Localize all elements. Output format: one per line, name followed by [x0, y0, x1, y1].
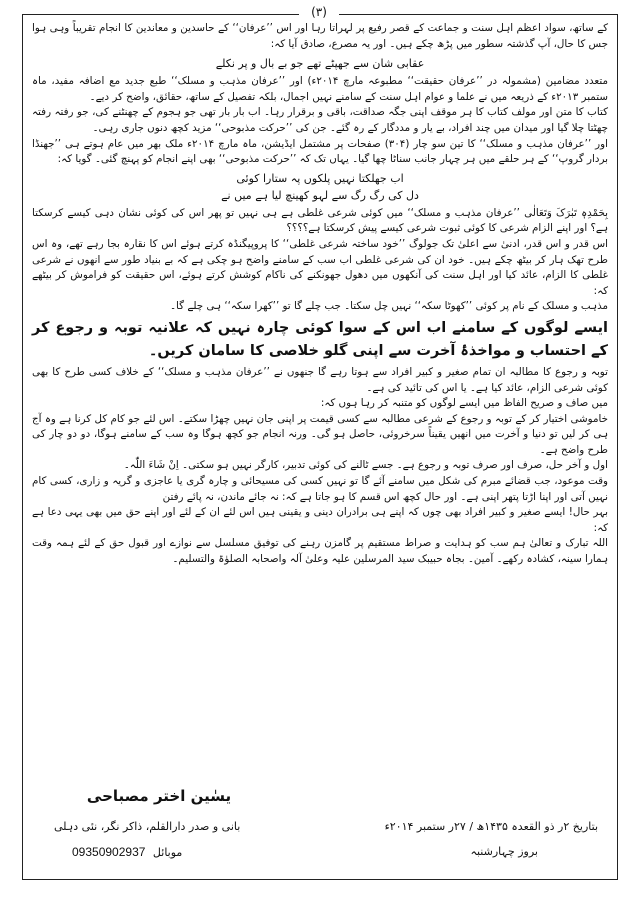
- day-line: بروز چہارشنبہ: [470, 845, 538, 858]
- paragraph: بِحَمْدِہٖ تَبٰرَکَ وَتَعَالٰی ’’عرفان مذہب و مسلک‘‘ میں کوئی شرعی غلطی ہے ہی نہیں تو پھر اس کی کوئی نشان دہی کیسے کرسکتا ہے؟ اور اپنے الزام شرعی کا کوئی ثبوت شرعی کیسے پیش کرسکتا ہے؟؟؟؟: [32, 206, 608, 235]
- verse-line: اب جھلکتا نہیں پلکوں پہ ستارا کوئی: [236, 171, 404, 185]
- document-body: [32, 21, 608, 877]
- mobile-label: موبائل: [152, 846, 183, 859]
- mobile-line: [72, 845, 182, 859]
- paragraph: اول و آخر حل، صرف اور صرف توبہ و رجوع ہے۔ جسے ٹالنے کی کوئی تدبیر، کارگر نہیں ہو سکتی۔ اِنْ شَاءَ اللّٰہ۔: [123, 459, 608, 472]
- paragraph: کتاب کا متن اور مولف کتاب کا ہر موقف اپنی جگہ صداقت، باقی و برقرار رہا۔ اب بار بار تھی جو ہجوم کے چھنٹنے کی، جو رفتہ رفتہ چھٹتا چلا گیا اور میدان میں چند افراد، بے یار و مددگار کے رہ گئے۔ جن کی ’’حرکت مذبوحی‘‘ مزید کچھ دنوں جاری رہی۔: [32, 106, 608, 134]
- paragraph: وقت موعود، جب قضائے مبرم کی شکل میں سامنے آئے گا تو نہیں کسی کی مسیحائی و چارہ گری یا عاجزی و گریہ و زاری، کسی کام نہیں آتی اور اپنا اڑتا پتھر اپنی ہے۔ اور حال کچھ اس قسم کا ہو جاتا ہے کہ: نہ جائے ماندن، نہ پائے رفتن: [32, 475, 608, 503]
- paragraph: میں صاف و صریح الفاظ میں ایسے لوگوں کو متنبہ کر رہا ہوں کہ:: [320, 397, 608, 410]
- verse-line: دل کی رگ رگ سے لہو کھینچ لیا ہے میں نے: [221, 188, 419, 202]
- paragraph: اور ’’عرفان مذہب و مسلک‘‘ کا تین سو چار (۳۰۴) صفحات پر مشتمل ایڈیشن، ماہ مارچ ۲۰۱۴ء ملک بھر میں عام ہوتے ہی ’’جھنڈا بردار گروپ‘‘ کے ہر حلقے میں ہر چہار جانب سناٹا چھا گیا۔ یہاں تک کہ ’’حرکت مذبوحی‘‘ بھی اپنے انجام کو پہنچ گئی۔ گویا کہ:: [32, 137, 608, 166]
- paragraph: بہر حال! ایسے صغیر و کبیر افراد بھی چوں کہ اپنے ہی برادران دینی و یقینی ہیں اس لئے ان کے لئے اور اپنے حق میں بھی یہی دعا ہے کہ:: [32, 506, 608, 534]
- mobile-number: 09350902937: [72, 845, 146, 859]
- paragraph: متعدد مضامین (مشمولہ در ’’عرفان حقیقت‘‘ مطبوعہ مارچ ۲۰۱۴ء) اور ’’عرفان مذہب و مسلک‘‘ طبع جدید مع اضافہ مفید، ماہ ستمبر ۲۰۱۳ء کے ذریعہ میں نے علما و عوام اہل سنت کے سامنے نہیں اجمال، بلکہ تفصیل کے ساتھ، حقائق، واضح کر دیے۔: [32, 75, 608, 103]
- paragraph: اس قدر و اس قدر، ادنیٰ سے اعلیٰ تک جولوگ ’’خود ساختہ شرعی غلطی‘‘ کا پروپیگنڈہ کرتے ہوئے اس کا نقارہ بجا رہے تھے، وہ اس طرح تھک ہار کر بیٹھ چکے ہیں۔ خود ان کی شرعی غلطی اب سب کے سامنے واضح ہو چکی ہے کہ بے بنیاد طور سے انھوں نے شرعی غلطی کا الزام، عائد کیا اور اہل سنت کی آنکھوں میں دھول جھونکنے کی ناکام کوشش کرتے ہوئے، اس حقیقت کو فراموش کر بیٹھے کہ:: [32, 237, 608, 297]
- paragraph: کے ساتھ، سواد اعظم اہل سنت و جماعت کے قصر رفیع پر لہراتا رہا اور اس ’’عرفان‘‘ کے حاسدین و معاندین کا انجام تقریباً وہی ہوا جس کا حال، آپ گذشتہ سطور میں پڑھ چکے ہیں۔ اور یہ مصرع، صادق آیا کہ:: [32, 22, 608, 50]
- bold-statement: ایسے لوگوں کے سامنے اب اس کے سوا کوئی چارہ نہیں کہ علانیہ توبہ و رجوع کر کے احتساب و مواخذۂ آخرت سے اپنی گلو خلاصی کا سامان کریں۔: [32, 319, 608, 359]
- signature-name-block: [84, 787, 234, 805]
- date-line: بتاریخ ۲ر ذو القعدہ ۱۴۳۵ھ / ۲۷ر ستمبر ۲۰۱۴ء: [384, 820, 598, 833]
- paragraph: خاموشی اختیار کر کے توبہ و رجوع کے شرعی مطالبہ سے کسی قیمت پر اپنی جان نہیں چھڑا سکتے۔ اس لئے جو کام کل کرنا ہے وہ آج ہی کر لیں تو دنیا و آخرت میں انھیں یقیناً سرخروئی، حاصل ہو گی۔ ورنہ انجام جو کچھ ہوگا وہ سب کے سامنے ہوگا، دو دو چار کی طرح واضح ہے۔: [32, 412, 608, 456]
- author-title: بانی و صدر دارالقلم، ذاکر نگر، نئی دہلی: [54, 820, 241, 833]
- paragraph: اللہ تبارک و تعالیٰ ہم سب کو ہدایت و صراط مستقیم پر گامزن رہنے کی توفیق مسلسل سے نوازے اور قبول حق کے لئے ہمہ وقت ہمارا سینہ، کشادہ رکھے۔ آمین۔ بجاہ حبیبک سید المرسلین علیہ وعلیٰ آلہ واصحابہ الصلوٰۃ والتسلیم۔: [32, 537, 608, 566]
- author-name: یسٰین اختر مصباحی: [86, 787, 232, 805]
- paragraph: توبہ و رجوع کا مطالبہ ان تمام صغیر و کبیر افراد سے ہوتا رہے گا جنھوں نے ’’عرفان مذہب و مسلک‘‘ کے خلاف کسی طرح کا بھی کوئی شرعی الزام، عائد کیا ہے۔ یا اس کی تائید کی ہے۔: [32, 365, 608, 394]
- verse-line: عقابی شان سے جھپٹے تھے جو بے بال و پر نکلے: [215, 57, 425, 71]
- paragraph: مذہب و مسلک کے نام پر کوئی ’’کھوٹا سکہ‘‘ نہیں چل سکتا۔ جب چلے گا تو ’’کھرا سکہ‘‘ ہی چلے گا۔: [170, 300, 608, 313]
- page-number: (۳): [299, 4, 339, 20]
